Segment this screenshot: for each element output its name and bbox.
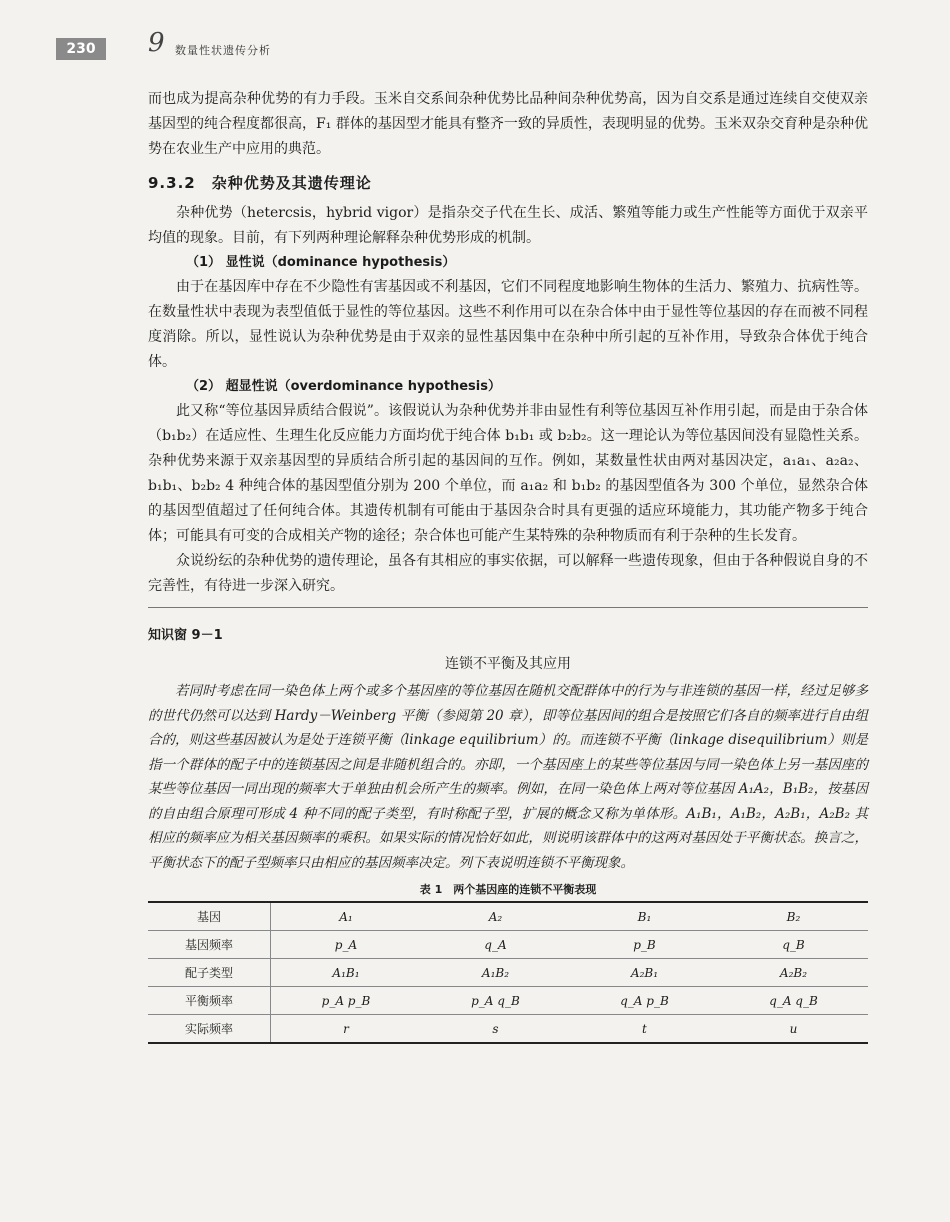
table-cell: A₁B₁ [271, 959, 421, 987]
table-row-gene-frequency [148, 931, 868, 959]
knowledge-window-rule [148, 607, 868, 608]
table-cell: q_A [421, 931, 570, 959]
paragraph-continued: 而也成为提高杂种优势的有力手段。玉米自交系间杂种优势比品种间杂种优势高，因为自交系是通过连续自交使双亲基因型的纯合程度都很高，F₁ 群体的基因型才能具有整齐一致的异质性，表现明显的优势。玉米双杂交育种是杂种优势在农业生产中应用的典范。 [148, 91, 868, 157]
paragraph-dominance: 由于在基因库中存在不少隐性有害基因或不利基因，它们不同程度地影响生物体的生活力、繁殖力、抗病性等。在数量性状中表现为表型值低于显性的等位基因。这些不利作用可以在杂合体中由于显性等位基因的存在而被不同程度消除。所以，显性说认为杂种优势是由于双亲的显性基因集中在杂种中所引起的互补作用，导致杂合体优于纯合体。 [148, 279, 868, 370]
table-cell: u [719, 1015, 868, 1044]
table-row-label: 基因频率 [148, 931, 271, 959]
table-row-gamete-type [148, 959, 868, 987]
table-cell: A₂ [421, 902, 570, 931]
table-cell: B₂ [719, 902, 868, 931]
paragraph-heterosis-intro: 杂种优势（hetercsis，hybrid vigor）是指杂交子代在生长、成活、繁殖等能力或生产性能等方面优于双亲平均值的现象。目前，有下列两种理论解释杂种优势形成的机制。 [148, 205, 868, 246]
table-row-label: 实际频率 [148, 1015, 271, 1044]
table-row-actual-frequency [148, 1015, 868, 1044]
table-caption: 表 1 两个基因座的连锁不平衡表现 [419, 883, 597, 896]
table-cell: A₂B₁ [570, 959, 719, 987]
table-cell: p_A [271, 931, 421, 959]
table-cell: q_A p_B [570, 987, 719, 1015]
table-cell: t [570, 1015, 719, 1044]
page-number: 230 [56, 38, 106, 60]
table-cell: q_B [719, 931, 868, 959]
table-cell: p_B [570, 931, 719, 959]
table-row-gene [148, 902, 868, 931]
subheading-dominance: （1） 显性说（dominance hypothesis） [186, 255, 456, 270]
paragraph-overdominance: 此又称“等位基因异质结合假说”。该假说认为杂种优势并非由显性有利等位基因互补作用引起，而是由于杂合体（b₁b₂）在适应性、生理生化反应能力方面均优于纯合体 b₁b₁ 或 b₂b₂。这一理论认为等位基因间没有显隐性关系。杂种优势来源于双亲基因型的异质结合所引起的基因间的互作。例如，某数量性状由两对基因决定，a₁a₁、a₂a₂、b₁b₁、b₂b₂ 4 种纯合体的基因型值分别为 200 个单位，而 a₁a₂ 和 b₁b₂ 的基因型值各为 300 个单位，显然杂合体的基因型值超过了任何纯合体。其遗传机制有可能由于基因杂合时具有更强的适应环境能力，其功能产物多于纯合体；可能具有可变的合成相关产物的途径；杂合体也可能产生某特殊的杂种物质而有利于杂种的生长发育。 [148, 403, 868, 544]
table-cell: p_A p_B [271, 987, 421, 1015]
table-cell: q_A q_B [719, 987, 868, 1015]
subheading-overdominance: （2） 超显性说（overdominance hypothesis） [186, 379, 501, 394]
table-row-label: 配子类型 [148, 959, 271, 987]
table-row-label: 基因 [148, 902, 271, 931]
table-cell: A₁B₂ [421, 959, 570, 987]
table-cell: r [271, 1015, 421, 1044]
table-cell: B₁ [570, 902, 719, 931]
main-content [148, 87, 868, 1044]
chapter-title: 数量性状遗传分析 [175, 44, 271, 57]
table-row-equilibrium-frequency [148, 987, 868, 1015]
knowledge-window-text: 若同时考虑在同一染色体上两个或多个基因座的等位基因在随机交配群体中的行为与非连锁的基因一样，经过足够多的世代仍然可以达到 Hardy－Weinberg 平衡（参阅第 20 章），即等位基因间的组合是按照它们各自的频率进行自由组合的，则这些基因被认为是处于连锁平衡（linkage equilibrium）的。而连锁不平衡（linkage disequilibrium）则是指一个群体的配子中的连锁基因之间是非随机组合的。亦即，一个基因座上的某些等位基因与同一染色体上另一基因座的某些等位基因一同出现的频率大于单独由机会所产生的频率。例如，在同一染色体上两对等位基因 A₁A₂，B₁B₂，按基因的自由组合原理可形成 4 种不同的配子类型，有时称配子型，扩展的概念又称为单体形。A₁B₁，A₁B₂，A₂B₁，A₂B₂ 其相应的频率应为相关基因频率的乘积。如果实际的情况恰好如此，则说明该群体中的这两对基因处于平衡状态。换言之，平衡状态下的配子型频率只由相应的基因频率决定。列下表说明连锁不平衡现象。 [148, 683, 868, 871]
paragraph-conclusion: 众说纷纭的杂种优势的遗传理论，虽各有其相应的事实依据，可以解释一些遗传现象，但由于各种假说自身的不完善性，有待进一步深入研究。 [148, 553, 868, 594]
knowledge-window-title: 连锁不平衡及其应用 [445, 656, 571, 672]
linkage-table [148, 901, 868, 1044]
table-cell: A₂B₂ [719, 959, 868, 987]
table-cell: p_A q_B [421, 987, 570, 1015]
table-row-label: 平衡频率 [148, 987, 271, 1015]
table-cell: A₁ [271, 902, 421, 931]
knowledge-window-label: 知识窗 9－1 [148, 628, 223, 643]
chapter-number: 9 [148, 28, 165, 58]
section-title: 9.3.2 杂种优势及其遗传理论 [148, 174, 372, 192]
table-cell: s [421, 1015, 570, 1044]
